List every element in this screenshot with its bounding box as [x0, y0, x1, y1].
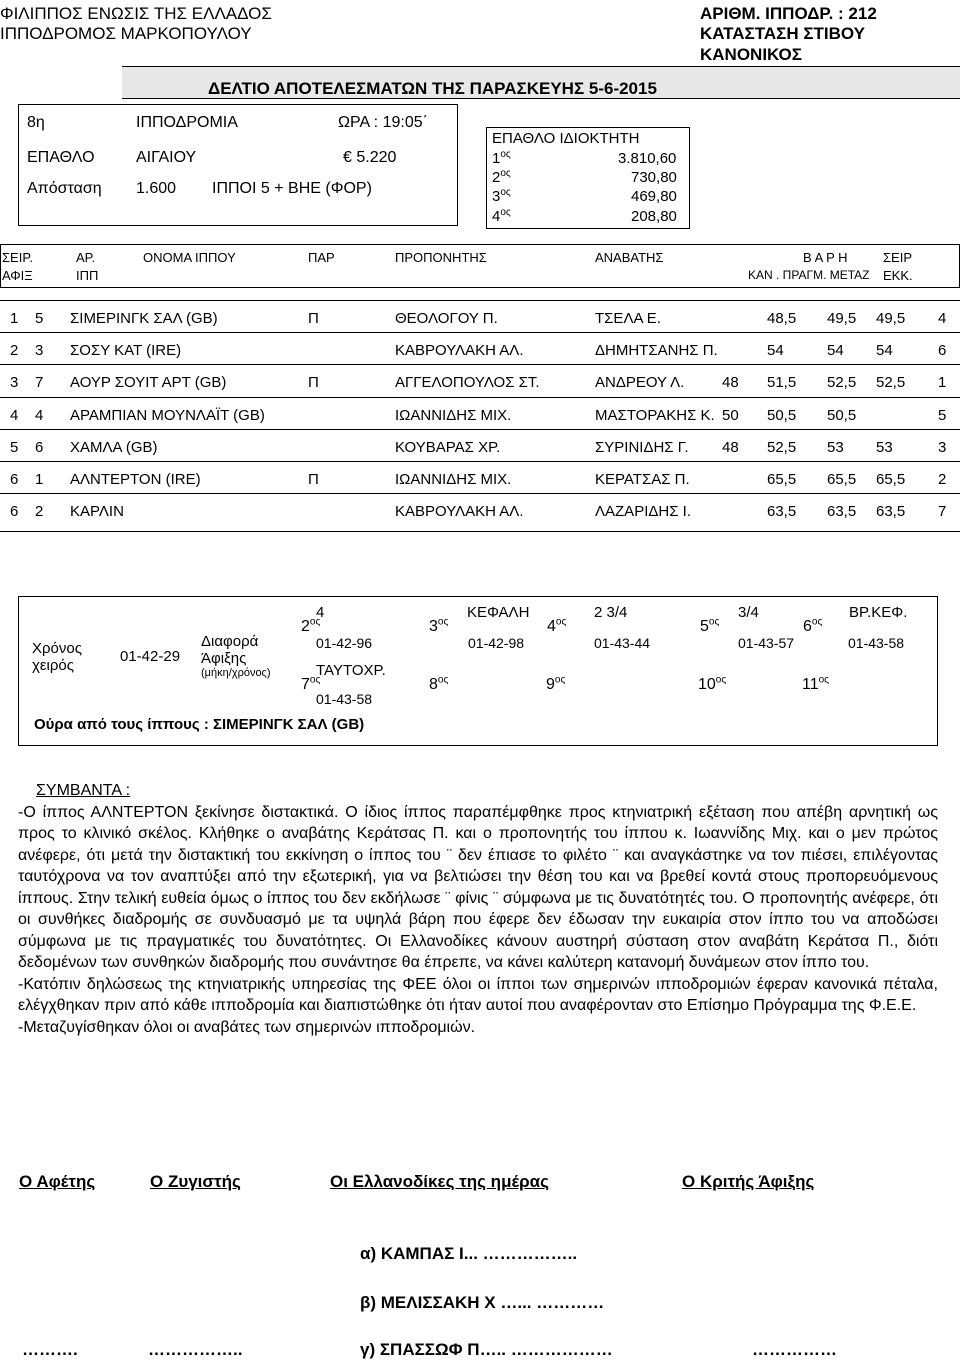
- cell-kan: 54: [767, 342, 784, 360]
- table-row: [0, 306, 960, 332]
- cell-no: 4: [35, 406, 44, 424]
- owner-prize-amount-4: 208,80: [631, 208, 677, 225]
- cell-jockey: ΛΑΖΑΡΙΔΗΣ Ι.: [595, 503, 691, 521]
- row-separator: [0, 397, 960, 398]
- race-time: ΩΡΑ : 19:05΄: [338, 114, 428, 131]
- cell-trainer: ΙΩΑΝΝΙΔΗΣ ΜΙΧ.: [395, 471, 512, 488]
- place-time: 01-43-58: [848, 635, 905, 651]
- cell-kan: 50,5: [767, 406, 797, 424]
- race-number: ΑΡΙΘΜ. ΙΠΠΟΔΡ. : 212: [700, 4, 877, 23]
- results-table-end: [0, 531, 960, 561]
- place-ordinal: $9^{o\varsigma}$: [546, 674, 566, 693]
- col-ipp: ΙΠΠ: [76, 268, 99, 283]
- cell-metaz: 54: [876, 342, 893, 360]
- cell-pos: 4: [10, 406, 19, 424]
- cell-metaz: 65,5: [876, 471, 906, 488]
- place-time: 01-42-96: [316, 635, 373, 651]
- cell-pragm: 65,5: [827, 471, 857, 488]
- distance-value: 1.600: [136, 180, 177, 197]
- cell-trainer: ΘΕΟΛΟΓΟΥ Π.: [395, 310, 498, 327]
- cell-jockey: ΑΝΔΡΕΟΥ Λ.: [595, 374, 685, 392]
- place-ordinal: $4^{o\varsigma}$: [547, 616, 567, 635]
- cell-pragm: 49,5: [827, 310, 857, 327]
- owner-prize-pos-4: $4^{o\varsigma}$: [492, 207, 511, 225]
- cell-name: ΑΡΑΜΠΙΑΝ ΜΟΥΝΛΑΪΤ (GB): [70, 406, 265, 424]
- table-row: [0, 435, 960, 461]
- steward-3: γ) ΣΠΑΣΣΩΦ Π….. ………………: [360, 1340, 613, 1359]
- federation-title: ΦΙΛΙΠΠΟΣ ΕΝΩΣΙΣ ΤΗΣ ΕΛΛΑΔΟΣ: [0, 4, 272, 23]
- row-separator: [0, 300, 960, 301]
- place-ordinal: $2^{o\varsigma}$: [301, 616, 321, 635]
- incidents-title: ΣΥΜΒΑΝΤΑ :: [36, 782, 131, 799]
- horses-count: ΙΠΠΟΙ 5 + ΒΗΕ (ΦΟΡ): [212, 180, 372, 197]
- col-trainer: ΠΡΟΠΟΝΗΤΗΣ: [395, 250, 487, 265]
- cell-trainer: ΙΩΑΝΝΙΔΗΣ ΜΙΧ.: [395, 406, 512, 424]
- cell-ekk: 6: [938, 342, 947, 360]
- cell-par: Π: [308, 374, 319, 392]
- col-name: ΟΝΟΜΑ ΙΠΠΟΥ: [143, 250, 236, 265]
- steward-2: β) ΜΕΛΙΣΣΑΚΗ Χ …... …………: [360, 1293, 605, 1312]
- col-seir: ΣΕΙΡ.: [2, 250, 33, 265]
- cell-metaz: 49,5: [876, 310, 906, 327]
- col-ekk: ΕΚΚ.: [883, 268, 913, 283]
- prize-label: ΕΠΑΘΛΟ: [27, 149, 95, 166]
- incident-paragraph-1: -Ο ίππος ΑΛΝΤΕΡΤΟΝ ξεκίνησε διστακτικά. Ο ίδιος ίππος παραπέμφθηκε προς κτηνιατρική εξέταση που απέβη αρνητική ως προς το κλινικό σκέλος. Κλήθηκε ο αναβάτης Κεράτσας Π. και ο προπονητής του ίππου κ. Ιωαννίδης Μιχ. και ο μεν πρώτος ανέφερε, ότι μετά την διστακτική του εκκίνηση ο ίππος του ¨ δεν έπιασε το φιλέτο ¨ και αναγκάστηκε να τον πιέσει, επιλέγοντας ταυτόχρονα να τον αναπτύξει από την εξωτερική, για να βελτιώσει την θέση του και να βρεθεί κοντά στους προπορευόμενους ίππους. Στην τελική ευθεία όμως ο ίππος του δεν εκδήλωσε ¨ φίνις ¨ σύμφωνα με τις δυνατότητές του. Ο προπονητής ανέφερε, ότι οι συνθήκες διαδρομής σε συνδυασμό με τα υψηλά βάρη που έφερε δεν έδωσαν την ευκαιρία στον ίππο του να αποδώσει σύμφωνα με τις πραγματικές του δυνατότητες. Οι Ελλανοδίκες κάνουν αυστηρή σύσταση στον αναβάτη Κεράτσα Π., διότι δεδομένων των συνθηκών διαδρομής που συνάντησε θα έπρεπε, να κάνει καλύτερη κατανομή δυνάμεων στον ίππο του.: [18, 803, 938, 971]
- cell-jockey: ΔΗΜΗΤΣΑΝΗΣ Π.: [595, 342, 718, 360]
- cell-no: 7: [35, 374, 44, 392]
- cell-name: ΧΑΜΛΑ (GB): [70, 438, 158, 456]
- cell-ekk: 5: [938, 406, 947, 424]
- row-separator: [0, 332, 960, 333]
- track-state-value: ΚΑΝΟΝΙΚΟΣ: [700, 45, 802, 64]
- cell-name: ΣΟΣΥ ΚΑΤ (IRE): [70, 342, 182, 360]
- prize-name: ΑΙΓΑΙΟΥ: [136, 149, 197, 166]
- cell-par: Π: [308, 471, 319, 488]
- place-time: 01-43-44: [594, 635, 651, 651]
- cell-no: 2: [35, 503, 44, 521]
- place-margin: ΒΡ.ΚΕΦ.: [849, 604, 908, 621]
- col-ar: ΑΡ.: [76, 250, 96, 265]
- owner-prize-pos-1: $1^{o\varsigma}$: [492, 149, 511, 167]
- race-label: ΙΠΠΟΔΡΟΜΙΑ: [136, 114, 238, 131]
- owner-prize-title: ΕΠΑΘΛΟ ΙΔΙΟΚΤΗΤΗ: [492, 130, 640, 147]
- table-row: [0, 370, 960, 396]
- cell-metaz: 63,5: [876, 503, 906, 521]
- starter-signature: Ο Αφέτης: [19, 1172, 96, 1191]
- row-separator: [0, 429, 960, 430]
- place-margin: 2 3/4: [594, 604, 628, 621]
- cell-pragm: 53: [827, 438, 844, 456]
- place-margin: ΚΕΦΑΛΗ: [467, 604, 530, 621]
- col-par: ΠΑΡ: [308, 250, 335, 265]
- cell-name: ΑΛΝΤΕΡΤΟΝ (IRE): [70, 471, 201, 488]
- place-time: 01-42-98: [468, 635, 525, 651]
- table-row: [0, 499, 960, 525]
- cell-ekk: 2: [938, 471, 947, 488]
- table-row: [0, 403, 960, 429]
- place-ordinal: $11^{o\varsigma}$: [802, 674, 829, 693]
- cell-kan: 52,5: [767, 438, 797, 456]
- place-ordinal: $7^{o\varsigma}$: [301, 674, 321, 693]
- starter-sign-line: ……….: [22, 1340, 78, 1359]
- cell-pos: 3: [10, 374, 19, 392]
- cell-name: ΑΟΥΡ ΣΟΥΙΤ ΑΡΤ (GB): [70, 374, 227, 392]
- cell-par: Π: [308, 310, 319, 327]
- diff-label-3: (μήκη/χρόνος): [201, 667, 271, 679]
- cell-ekk: 3: [938, 438, 947, 456]
- owner-prize-amount-3: 469,80: [631, 188, 677, 205]
- place-time: 01-43-58: [316, 691, 373, 707]
- cell-pos: 5: [10, 438, 19, 456]
- incident-paragraph-2: -Κατόπιν δηλώσεως της κτηνιατρικής υπηρεσίας της ΦΕΕ όλοι οι ίπποι των σημερινών ιπποδρομιών έφεραν κανονικά πέταλα, ελέγχθηκαν πριν από κάθε ιπποδρομία και διαπιστώθηκε ότι ήταν αυτοί που αναφέρονταν στο Επίσημο Πρόγραμμα της Φ.Ε.Ε.: [18, 975, 938, 1014]
- cell-extra: 48: [722, 438, 739, 456]
- race-number-ordinal: 8η: [27, 114, 45, 131]
- hand-time-label-2: χειρός: [32, 657, 74, 674]
- steward-1: α) ΚΑΜΠΑΣ Ι... ……………..: [360, 1244, 578, 1263]
- cell-pos: 6: [10, 503, 19, 521]
- stewards-signature: Οι Ελλανοδίκες της ημέρας: [330, 1172, 549, 1191]
- col-jockey: ΑΝΑΒΑΤΗΣ: [595, 250, 664, 265]
- cell-kan: 65,5: [767, 471, 797, 488]
- col-weight: Β Α Ρ Η: [803, 250, 848, 265]
- cell-pos: 6: [10, 471, 19, 488]
- cell-pragm: 50,5: [827, 406, 857, 424]
- cell-kan: 63,5: [767, 503, 797, 521]
- cell-jockey: ΚΕΡΑΤΣΑΣ Π.: [595, 471, 690, 488]
- last-horse: Ούρα από τους ίππους : ΣΙΜΕΡΙΝΓΚ ΣΑΛ (GB): [34, 716, 365, 733]
- cell-extra: 48: [722, 374, 739, 392]
- owner-prize-pos-3: $3^{o\varsigma}$: [492, 187, 511, 205]
- cell-jockey: ΜΑΣΤΟΡΑΚΗΣ Κ.: [595, 406, 715, 424]
- judge-sign-line: ……………: [752, 1340, 837, 1359]
- cell-no: 3: [35, 342, 44, 360]
- place-ordinal: $3^{o\varsigma}$: [429, 616, 449, 635]
- track-state-label: ΚΑΤΑΣΤΑΣΗ ΣΤΙΒΟΥ: [700, 24, 866, 43]
- diff-label-1: Διαφορά: [201, 633, 259, 650]
- cell-name: ΣΙΜΕΡΙΝΓΚ ΣΑΛ (GB): [70, 310, 218, 327]
- place-margin: 4: [316, 604, 325, 621]
- cell-pos: 2: [10, 342, 19, 360]
- col-seir-2: ΣΕΙΡ: [883, 250, 912, 265]
- hand-time-label-1: Χρόνος: [32, 640, 82, 657]
- prize-amount: € 5.220: [343, 149, 397, 166]
- racecourse-title: ΙΠΠΟΔΡΟΜΟΣ ΜΑΡΚΟΠΟΥΛΟΥ: [0, 24, 252, 43]
- place-ordinal: $6^{o\varsigma}$: [803, 616, 823, 635]
- cell-kan: 48,5: [767, 310, 797, 327]
- cell-pragm: 54: [827, 342, 844, 360]
- col-afix: ΑΦΙΞ: [2, 268, 33, 283]
- weigher-sign-line: ……………..: [148, 1340, 243, 1359]
- cell-trainer: ΚΟΥΒΑΡΑΣ ΧΡ.: [395, 438, 501, 456]
- judge-signature: Ο Κριτής Άφιξης: [682, 1172, 815, 1191]
- cell-metaz: 52,5: [876, 374, 906, 392]
- hand-time-value: 01-42-29: [120, 648, 181, 665]
- incidents: [18, 780, 938, 1038]
- owner-prize-amount-2: 730,80: [631, 169, 677, 186]
- cell-no: 1: [35, 471, 44, 488]
- cell-jockey: ΤΣΕΛΑ Ε.: [595, 310, 661, 327]
- cell-jockey: ΣΥΡΙΝΙΔΗΣ Γ.: [595, 438, 689, 456]
- table-row: [0, 338, 960, 364]
- table-row: [0, 467, 960, 493]
- place-ordinal: $10^{o\varsigma}$: [698, 674, 727, 693]
- distance-label: Απόσταση: [27, 180, 102, 197]
- place-ordinal: $8^{o\varsigma}$: [429, 674, 449, 693]
- owner-prize-amount-1: 3.810,60: [618, 150, 677, 167]
- cell-ekk: 7: [938, 503, 947, 521]
- owner-prize-pos-2: $2^{o\varsigma}$: [492, 168, 511, 186]
- cell-ekk: 1: [938, 374, 947, 392]
- cell-pragm: 63,5: [827, 503, 857, 521]
- row-separator: [0, 364, 960, 365]
- place-time: 01-43-57: [738, 635, 795, 651]
- cell-no: 6: [35, 438, 44, 456]
- place-margin: 3/4: [738, 604, 759, 621]
- col-weight-sub: ΚΑΝ . ΠΡΑΓΜ. ΜΕΤΑΖ: [748, 268, 870, 282]
- place-ordinal: $5^{o\varsigma}$: [700, 616, 720, 635]
- cell-no: 5: [35, 310, 44, 327]
- cell-trainer: ΚΑΒΡΟΥΛΑΚΗ ΑΛ.: [395, 503, 524, 521]
- diff-label-2: Άφιξης: [201, 650, 247, 667]
- cell-trainer: ΑΓΓΕΛΟΠΟΥΛΟΣ ΣΤ.: [395, 374, 540, 392]
- row-separator: [0, 493, 960, 494]
- cell-pragm: 52,5: [827, 374, 857, 392]
- cell-trainer: ΚΑΒΡΟΥΛΑΚΗ ΑΛ.: [395, 342, 524, 360]
- place-margin: ΤΑΥΤΟΧΡ.: [316, 662, 386, 679]
- cell-name: ΚΑΡΛΙΝ: [70, 503, 124, 521]
- cell-kan: 51,5: [767, 374, 797, 392]
- row-separator: [0, 461, 960, 462]
- cell-ekk: 4: [938, 310, 947, 327]
- weigher-signature: Ο Ζυγιστής: [150, 1172, 241, 1191]
- incident-paragraph-3: -Μεταζυγίσθηκαν όλοι οι αναβάτες των σημερινών ιπποδρομιών.: [18, 1018, 476, 1036]
- bulletin-title: ΔΕΛΤΙΟ ΑΠΟΤΕΛΕΣΜΑΤΩΝ ΤΗΣ ΠΑΡΑΣΚΕΥΗΣ 5-6-2015: [208, 79, 657, 98]
- cell-pos: 1: [10, 310, 19, 327]
- cell-extra: 50: [722, 406, 739, 424]
- cell-metaz: 53: [876, 438, 893, 456]
